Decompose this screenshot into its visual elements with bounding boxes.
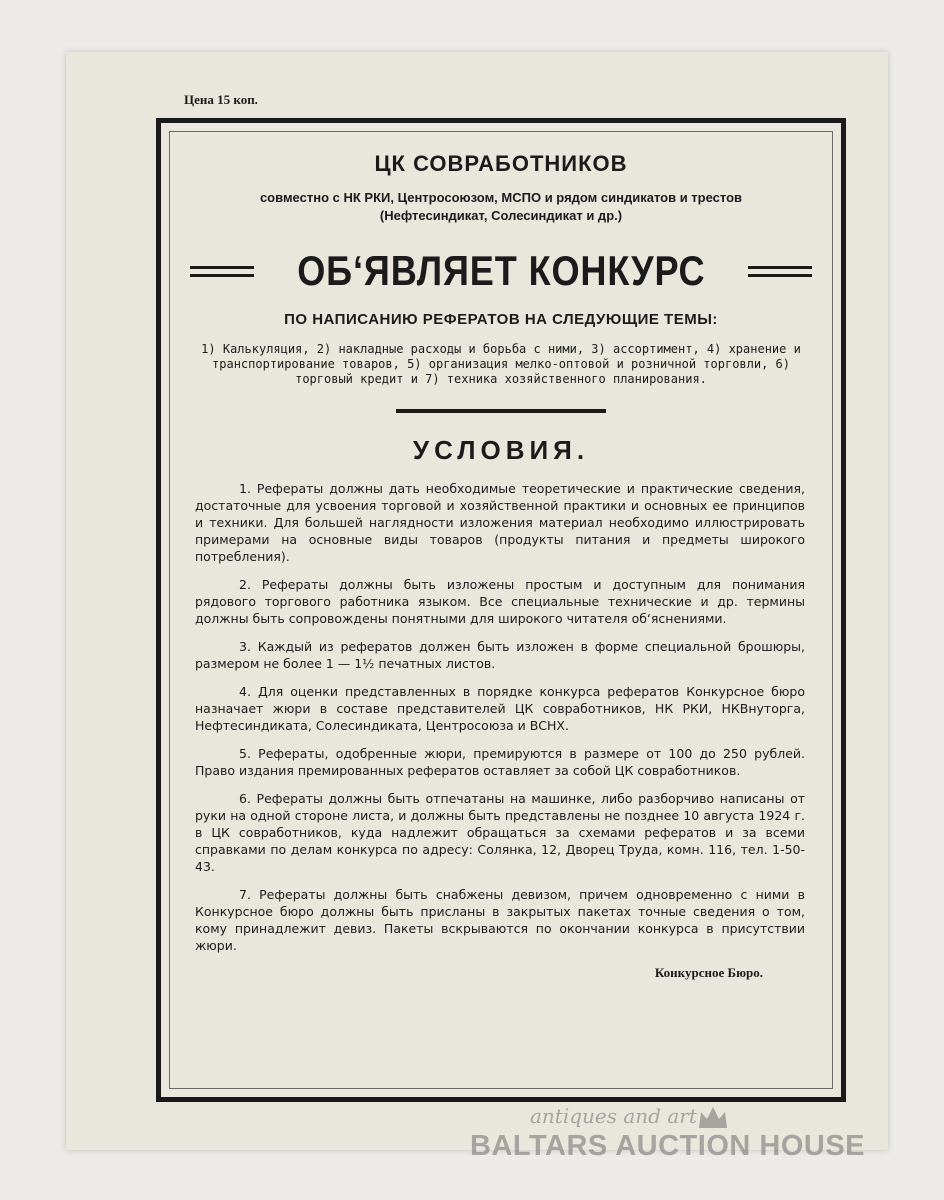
condition-item: 2. Рефераты должны быть изложены простым и доступным для понимания рядового торгового работника языком. Все специальные технические и др. термины должны быть сопровождены понятными для широкого читателя об‘яснениями. [195, 577, 805, 626]
price-label: Цена 15 коп. [184, 92, 258, 107]
announce-row [183, 247, 819, 295]
topics-list: 1) Калькуляция, 2) накладные расходы и борьба с ними, 3) ассортимент, 4) хранение и транспортирование товаров, 5) организация мелко-оптовой и розничной торговли, 6) торговый кредит и 7) техника хозяйственного планирования. [201, 342, 801, 386]
signature: Конкурсное Бюро. [654, 965, 763, 980]
section-separator [396, 409, 606, 413]
document-sheet [66, 52, 888, 1150]
organization-title: ЦК СОВРАБОТНИКОВ [374, 151, 628, 176]
watermark-brand: BALTARS AUCTION HOUSE [470, 1130, 866, 1162]
announcement-content [183, 151, 819, 981]
condition-item: 4. Для оценки представленных в порядке конкурса рефератов Конкурсное бюро назначает жюри в составе представителей ЦК совработников, НК РКИ, НКВнуторга, Нефтесиндиката, Солесиндиката, Центросоюза и ВСНХ. [195, 684, 805, 733]
right-double-rule [748, 266, 812, 277]
condition-item: 3. Каждый из рефератов должен быть изложен в форме специальной брошюры, размером не более 1 — 1½ печатных листов. [195, 639, 805, 671]
condition-item: 6. Рефераты должны быть отпечатаны на машинке, либо разборчиво написаны от руки на одной стороне листа, и должны быть представлены не позднее 10 августа 1924 г. в ЦК совработников, куда надлежит обращаться за схемами рефератов и за всеми справками по делам конкурса по адресу: Солянка, 12, Дворец Труда, комн. 116, тел. 1-50-43. [195, 791, 805, 874]
subtitle [183, 189, 819, 225]
conditions-heading: УСЛОВИЯ. [412, 435, 590, 465]
conditions-list [183, 480, 819, 954]
crown-icon [696, 1104, 730, 1130]
condition-item: 1. Рефераты должны дать необходимые теоретические и практические сведения, достаточные для усвоения торговой и хозяйственной практики и основных ее принципов и техники. Для большей наглядности изложения материал необходимо иллюстрировать примерами на основные виды товаров (продукты питания и предметы широкого потребления). [195, 481, 805, 564]
announce-title: ОБ‘ЯВЛЯЕТ КОНКУРС [296, 247, 706, 294]
subtitle-line-1: совместно с НК РКИ, Центросоюзом, МСПО и рядом синдикатов и трестов [259, 190, 743, 205]
decorative-frame [156, 118, 846, 1102]
subtitle-line-2: (Нефтесиндикат, Солесиндикат и др.) [379, 208, 623, 223]
topics-heading: ПО НАПИСАНИЮ РЕФЕРАТОВ НА СЛЕДУЮЩИЕ ТЕМЫ: [284, 311, 718, 328]
watermark [470, 1104, 870, 1174]
condition-item: 7. Рефераты должны быть снабжены девизом, причем одновременно с ними в Конкурсное бюро должны быть присланы в закрытых пакетах точные сведения о том, кому принадлежит девиз. Пакеты вскрываются по окончании конкурса в присутствии жюри. [195, 887, 805, 953]
left-double-rule [190, 266, 254, 277]
condition-item: 5. Рефераты, одобренные жюри, премируются в размере от 100 до 250 рублей. Право издания премированных рефератов оставляет за собой ЦК совработников. [195, 746, 805, 778]
watermark-tagline: antiques and art [530, 1104, 697, 1128]
